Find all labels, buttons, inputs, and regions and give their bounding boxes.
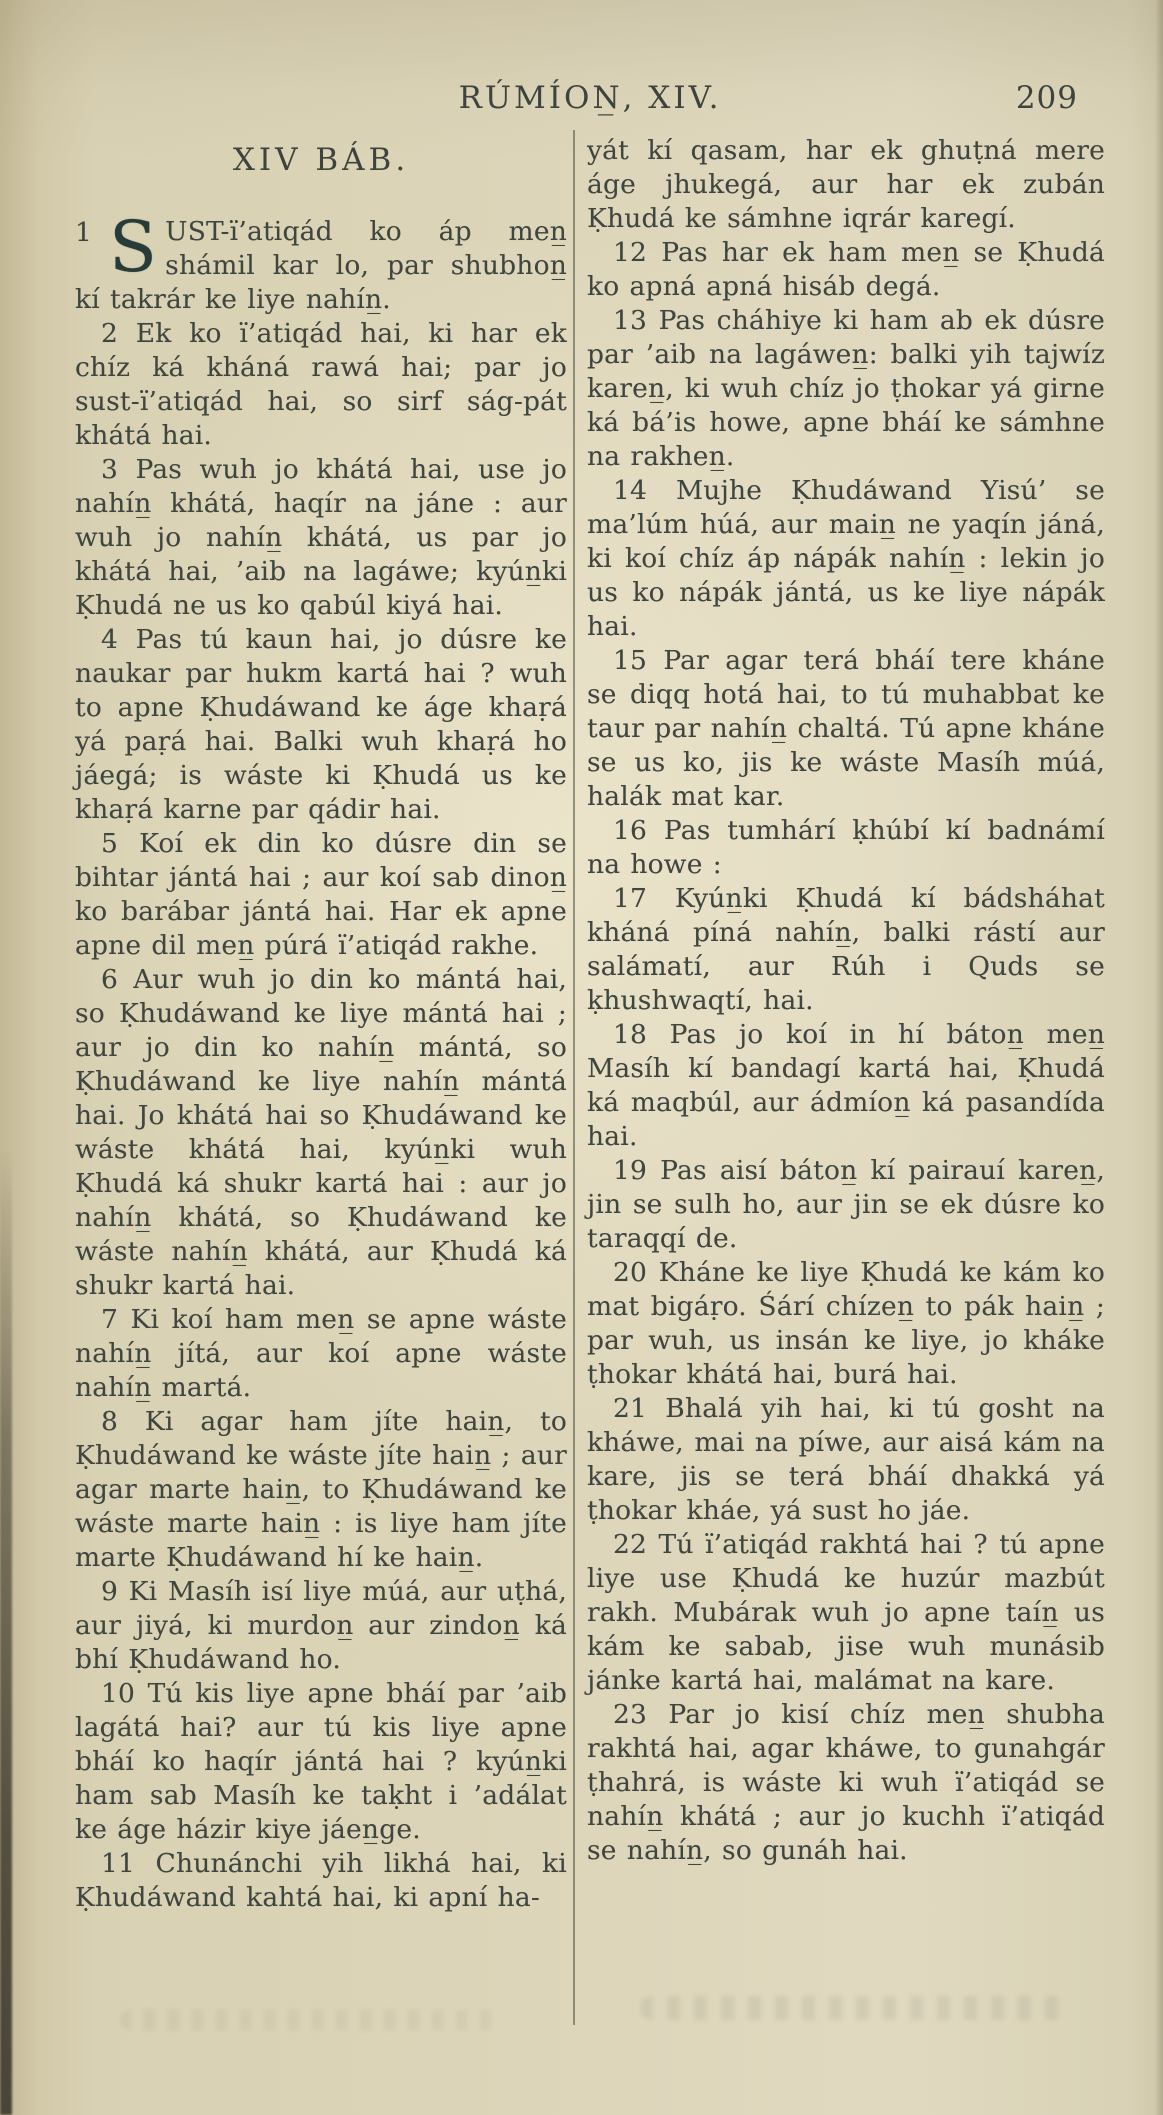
ink-show-through (120, 2010, 500, 2030)
text-block (75, 134, 1105, 1915)
binding-shadow (0, 1150, 12, 2115)
column-divider-rule (573, 130, 575, 2025)
verse: 14 Mujhe Ḳhudáwand Yisú’ se ma’lúm húá, aur main̲ ne yaqín jáná, ki koí chíz áp nápák nahín̲ : lekin jo us ko nápák jántá, us ke liye nápák hai. (587, 475, 1105, 642)
verse: 7 Ki koí ham men̲ se apne wáste nahín̲ jítá, aur koí apne wáste nahín̲ martá. (75, 1304, 567, 1403)
verse: 16 Pas tumhárí ḳhúbí kí badnámí na howe : (587, 815, 1105, 880)
verse-text: UST-ï’atiqád ko áp men̲ shámil kar lo, par shubhon̲ kí takrár ke liye nahín̲. (75, 216, 567, 315)
verse: 3 Pas wuh jo khátá hai, use jo nahín̲ khátá, haqír na jáne : aur wuh jo nahín̲ khátá, us par jo khátá hai, ’aib na lagáwe; kyún̲ki Ḳhudá ne us ko qabúl kiyá hai. (75, 454, 567, 621)
verse: 20 Kháne ke liye Ḳhudá ke kám ko mat bigáṛo. Śárí chízen̲ to pák hain̲ ; par wuh, us insán ke liye, jo kháke ṭhokar khátá hai, burá hai. (587, 1257, 1105, 1390)
verse: 10 Tú kis liye apne bháí par ’aib lagátá hai? aur tú kis liye apne bháí ko haqír jántá hai ? kyún̲ki ham sab Masíh ke taḳht i ’adálat ke áge házir kiye jáen̲ge. (75, 1678, 567, 1845)
verse: 6 Aur wuh jo din ko mántá hai, so Ḳhudáwand ke liye mántá hai ; aur jo din ko nahín̲ mántá, so Ḳhudáwand ke liye nahín̲ mántá hai. Jo khátá hai so Ḳhudáwand ke wáste khátá hai, kyún̲ki wuh Ḳhudá ká shukr kartá hai : aur jo nahín̲ khátá, so Ḳhudáwand ke wáste nahín̲ khátá, aur Ḳhudá ká shukr kartá hai. (75, 964, 567, 1301)
verse: 17 Kyún̲ki Ḳhudá kí bádsháhat kháná píná nahín̲, balki rástí aur salámatí, aur Rúh i Quds se ḳhushwaqtí, hai. (587, 883, 1105, 1016)
left-column (75, 134, 567, 1915)
drop-cap-initial: S (109, 206, 158, 288)
verse-continuation: yát kí qasam, har ek ghuṭná mere áge jhukegá, aur har ek zubán Ḳhudá ke sámhne iqrár karegí. (587, 135, 1105, 234)
verse: 23 Par jo kisí chíz men̲ shubha rakhtá hai, agar kháwe, to gunahgár ṭhahrá, is wáste ki wuh ï’atiqád se nahín̲ khátá ; aur jo kuchh ï’atiqád se nahín̲, so gunáh hai. (587, 1699, 1105, 1866)
verse: 9 Ki Masíh isí liye múá, aur uṭhá, aur jiyá, ki murdon̲ aur zindon̲ ká bhí Ḳhudáwand ho. (75, 1576, 567, 1675)
verse: 19 Pas aisí báton̲ kí pairauí karen̲, jin se sulh ho, aur jin se ek dúsre ko taraqqí de. (587, 1155, 1105, 1254)
page-edge-shadow (1155, 0, 1163, 2115)
verse: 15 Par agar terá bháí tere kháne se diqq hotá hai, to tú muhabbat ke taur par nahín̲ chaltá. Tú apne kháne se us ko, jis ke wáste Masíh múá, halák mat kar. (587, 645, 1105, 812)
verse: 8 Ki agar ham jíte hain̲, to Ḳhudáwand ke wáste jíte hain̲ ; aur agar marte hain̲, to Ḳhudáwand ke wáste marte hain̲ : is liye ham jíte marte Ḳhudáwand hí ke hain̲. (75, 1406, 567, 1573)
verse-list (587, 236, 1105, 1868)
verse: 4 Pas tú kaun hai, jo dúsre ke naukar par hukm kartá hai ? wuh to apne Ḳhudáwand ke áge khaṛá yá paṛá hai. Balki wuh khaṛá ho jáegá; is wáste ki Ḳhudá us ke khaṛá karne par qádir hai. (75, 624, 567, 825)
verse: 2 Ek ko ï’atiqád hai, ki har ek chíz ká kháná rawá hai; par jo sust-ï’atiqád hai, so sirf ság-pát khátá hai. (75, 318, 567, 451)
verse: 22 Tú ï’atiqád rakhtá hai ? tú apne liye use Ḳhudá ke huzúr mazbút rakh. Mubárak wuh jo apne taín̲ us kám ke sabab, jise wuh munásib jánke kartá hai, malámat na kare. (587, 1529, 1105, 1696)
verse: 18 Pas jo koí in hí báton̲ men̲ Masíh kí bandagí kartá hai, Ḳhudá ká maqbúl, aur ádmíon̲ ká pasandída hai. (587, 1019, 1105, 1152)
chapter-heading: XIV BÁB. (232, 142, 410, 178)
verse: 11 Chunánchi yih likhá hai, ki Ḳhudáwand kahtá hai, ki apní ha- (75, 1848, 567, 1913)
running-head: RÚMÍON̲, XIV. (458, 80, 722, 116)
verse-number: 1 (75, 217, 93, 248)
verse (75, 206, 567, 317)
verse: 12 Pas har ek ham men̲ se Ḳhudá ko apná apná hisáb degá. (587, 237, 1105, 302)
ink-show-through (640, 1996, 1070, 2020)
page-number: 209 (1015, 80, 1078, 116)
verse: 21 Bhalá yih hai, ki tú gosht na kháwe, mai na píwe, aur aisá kám na kare, jis se terá bháí dhakká yá ṭhokar kháe, yá sust ho jáe. (587, 1393, 1105, 1526)
right-column (587, 134, 1105, 1915)
verse-list (75, 317, 567, 1915)
verse: 13 Pas cháhiye ki ham ab ek dúsre par ’aib na lagáwen̲: balki yih tajwíz karen̲, ki wuh chíz jo ṭhokar yá girne ká bá’is howe, apne bháí ke sámhne na rakhen̲. (587, 305, 1105, 472)
verse: 5 Koí ek din ko dúsre din se bihtar jántá hai ; aur koí sab dinon̲ ko barábar jántá hai. Har ek apne apne dil men̲ púrá ï’atiqád rakhe. (75, 828, 567, 961)
